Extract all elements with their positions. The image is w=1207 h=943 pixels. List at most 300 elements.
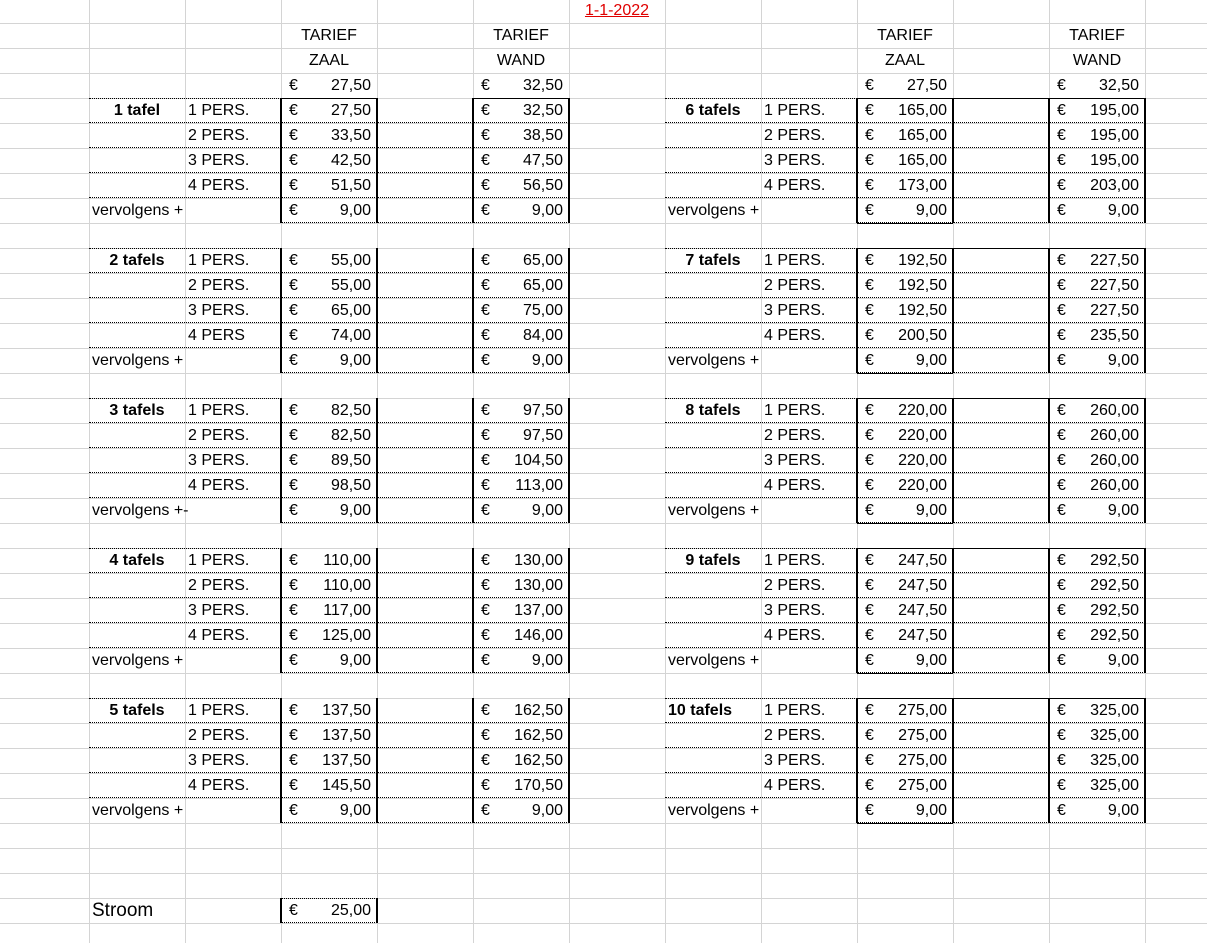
gridline-horizontal [0,448,1207,449]
base-price-wand-right: 32,50 [1098,77,1139,94]
row-separator [1049,822,1145,823]
row-separator [377,172,473,173]
persons-label: 3 PERS. [764,452,826,469]
row-separator [377,772,473,773]
currency-symbol: € [289,552,298,569]
currency-symbol: € [865,202,874,219]
stroom-label: Stroom [92,900,154,921]
gridline-horizontal [0,673,1207,674]
currency-symbol: € [865,727,874,744]
row-separator [953,172,1049,173]
price-zaal: 9,00 [339,352,371,369]
price-zaal: 137,50 [322,727,371,744]
header-zaal-right: ZAAL [884,52,925,69]
currency-symbol: € [865,552,874,569]
group-top-border [953,398,1049,399]
currency-symbol: € [481,452,490,469]
price-wand: 227,50 [1090,302,1139,319]
currency-symbol: € [865,152,874,169]
group-label: 1 tafel [113,102,161,119]
currency-symbol: € [289,327,298,344]
currency-symbol: € [865,277,874,294]
persons-label: 4 PERS. [188,477,250,494]
row-separator [281,522,377,523]
stroom-border [280,898,282,923]
price-zaal: 137,50 [322,702,371,719]
price-wand: 227,50 [1090,252,1139,269]
row-separator [857,522,953,523]
row-separator [953,147,1049,148]
group-top-border [953,98,1049,99]
row-separator [377,747,473,748]
price-wand: 260,00 [1090,477,1139,494]
currency-symbol: € [289,502,298,519]
currency-symbol: € [289,202,298,219]
row-separator [473,372,569,373]
price-zaal: 165,00 [898,127,947,144]
persons-label: 1 PERS. [764,252,826,269]
persons-label: 3 PERS. [188,752,250,769]
currency-symbol: € [481,652,490,669]
price-wand: 65,00 [522,252,563,269]
row-separator [377,147,473,148]
group-top-separator [665,248,857,249]
group-top-separator [89,698,281,699]
price-zaal: 33,50 [330,127,371,144]
price-wand: 292,50 [1090,627,1139,644]
currency-symbol: € [1057,602,1066,619]
currency-symbol: € [865,77,874,94]
price-zaal: 82,50 [330,402,371,419]
gridline-horizontal [0,223,1207,224]
row-separator [1049,222,1145,223]
group-label: 4 tafels [109,552,165,569]
row-separator [377,722,473,723]
price-wand: 170,50 [514,777,563,794]
group-top-separator [665,398,857,399]
price-wand: 325,00 [1090,727,1139,744]
base-price-zaal-left: 27,50 [330,77,371,94]
persons-label: 1 PERS. [188,252,250,269]
price-zaal: 51,50 [330,177,371,194]
price-zaal: 173,00 [898,177,947,194]
row-separator [953,497,1049,498]
gridline-horizontal [0,623,1207,624]
persons-label: 1 PERS. [764,702,826,719]
price-zaal: 200,50 [898,327,947,344]
row-separator [953,422,1049,423]
gridline-horizontal [0,723,1207,724]
price-wand: 195,00 [1090,102,1139,119]
group-bottom-border [857,223,953,224]
group-bottom-border [857,523,953,524]
row-separator [377,347,473,348]
row-separator [377,622,473,623]
price-zaal: 220,00 [898,402,947,419]
persons-label: 2 PERS. [764,577,826,594]
persons-label: 4 PERS. [188,777,250,794]
group-bottom-border [857,673,953,674]
price-zaal: 110,00 [323,577,371,594]
price-zaal: 9,00 [339,802,371,819]
price-zaal: 89,50 [330,452,371,469]
price-zaal: 220,00 [898,427,947,444]
persons-label: 2 PERS. [188,577,250,594]
row-separator [953,647,1049,648]
persons-label: 3 PERS. [188,602,250,619]
currency-symbol: € [1057,802,1066,819]
vervolgens-label: vervolgens + [92,652,184,669]
currency-symbol: € [481,202,490,219]
price-wand: 292,50 [1090,602,1139,619]
header-zaal-left: ZAAL [308,52,349,69]
currency-symbol: € [1057,502,1066,519]
price-wand: 162,50 [514,702,563,719]
gridline-horizontal [0,48,1207,49]
currency-symbol: € [289,777,298,794]
row-separator [377,672,473,673]
currency-symbol: € [481,77,490,94]
currency-symbol: € [481,752,490,769]
persons-label: 1 PERS. [764,102,826,119]
price-wand: 84,00 [522,327,563,344]
row-separator [377,122,473,123]
price-zaal: 125,00 [322,627,371,644]
row-separator [377,372,473,373]
date-title: 1-1-2022 [584,2,650,19]
price-wand: 292,50 [1090,552,1139,569]
currency-symbol: € [289,152,298,169]
price-wand: 9,00 [531,352,563,369]
currency-symbol: € [481,302,490,319]
row-separator [281,222,377,223]
price-wand: 195,00 [1090,127,1139,144]
gridline-horizontal [0,848,1207,849]
price-wand: 203,00 [1090,177,1139,194]
currency-symbol: € [289,602,298,619]
gridline-horizontal [0,23,1207,24]
currency-symbol: € [865,127,874,144]
row-separator [377,472,473,473]
currency-symbol: € [865,752,874,769]
gridline-horizontal [0,598,1207,599]
gridline-horizontal [0,148,1207,149]
base-price-zaal-right: 27,50 [906,77,947,94]
price-zaal: 275,00 [898,777,947,794]
persons-label: 1 PERS. [188,552,250,569]
price-zaal: 9,00 [915,502,947,519]
row-separator [473,672,569,673]
price-wand: 292,50 [1090,577,1139,594]
price-wand: 9,00 [531,202,563,219]
currency-symbol: € [289,302,298,319]
price-zaal: 9,00 [339,202,371,219]
price-wand: 104,50 [514,452,563,469]
currency-symbol: € [289,452,298,469]
currency-symbol: € [865,652,874,669]
persons-label: 3 PERS. [764,302,826,319]
currency-symbol: € [865,177,874,194]
gridline-horizontal [0,298,1207,299]
price-wand: 195,00 [1090,152,1139,169]
price-zaal: 74,00 [330,327,371,344]
group-label: 7 tafels [685,252,741,269]
currency-symbol: € [289,802,298,819]
price-wand: 260,00 [1090,402,1139,419]
price-wand: 65,00 [522,277,563,294]
price-zaal: 55,00 [330,252,371,269]
persons-label: 1 PERS. [764,552,826,569]
currency-symbol: € [865,477,874,494]
price-wand: 97,50 [522,402,563,419]
price-zaal: 192,50 [898,252,947,269]
persons-label: 4 PERS. [188,627,250,644]
row-separator [377,647,473,648]
price-zaal: 220,00 [898,452,947,469]
price-zaal: 55,00 [330,277,371,294]
persons-label: 1 PERS. [764,402,826,419]
price-wand: 260,00 [1090,427,1139,444]
currency-symbol: € [1057,277,1066,294]
stroom-price: 25,00 [330,902,371,919]
price-wand: 325,00 [1090,777,1139,794]
price-wand: 162,50 [514,727,563,744]
header-wand-left: WAND [496,52,546,69]
currency-symbol: € [289,902,298,919]
row-separator [377,422,473,423]
currency-symbol: € [1057,102,1066,119]
group-label: 2 tafels [109,252,165,269]
currency-symbol: € [481,777,490,794]
currency-symbol: € [865,777,874,794]
currency-symbol: € [1057,777,1066,794]
row-separator [281,672,377,673]
price-wand: 9,00 [531,802,563,819]
group-label: 6 tafels [685,102,741,119]
price-wand: 9,00 [1107,202,1139,219]
currency-symbol: € [289,477,298,494]
price-zaal: 27,50 [330,102,371,119]
vervolgens-label: vervolgens + [668,652,760,669]
row-separator [953,197,1049,198]
group-top-separator [89,548,281,549]
price-zaal: 165,00 [898,102,947,119]
vervolgens-label: vervolgens +- [92,502,189,519]
currency-symbol: € [289,252,298,269]
group-top-separator [89,398,281,399]
currency-symbol: € [481,602,490,619]
currency-symbol: € [481,152,490,169]
currency-symbol: € [1057,402,1066,419]
persons-label: 4 PERS. [188,177,250,194]
price-wand: 9,00 [531,502,563,519]
persons-label: 1 PERS. [188,102,250,119]
currency-symbol: € [1057,702,1066,719]
group-label: 10 tafels [668,702,733,719]
currency-symbol: € [481,102,490,119]
row-separator [473,822,569,823]
persons-label: 2 PERS. [764,427,826,444]
price-wand: 146,00 [514,627,563,644]
price-wand: 162,50 [514,752,563,769]
gridline-horizontal [0,773,1207,774]
currency-symbol: € [481,252,490,269]
row-separator [1049,522,1145,523]
gridline-horizontal [0,373,1207,374]
row-separator [281,372,377,373]
row-separator [953,622,1049,623]
persons-label: 4 PERS. [764,327,826,344]
currency-symbol: € [1057,727,1066,744]
currency-symbol: € [289,702,298,719]
row-separator [953,272,1049,273]
vervolgens-label: vervolgens + [668,202,760,219]
group-top-separator [665,698,857,699]
gridline-horizontal [0,873,1207,874]
price-zaal: 275,00 [898,727,947,744]
group-top-border [953,548,1049,549]
row-separator [377,222,473,223]
vervolgens-label: vervolgens + [668,502,760,519]
row-separator [953,772,1049,773]
price-zaal: 42,50 [330,152,371,169]
price-wand: 9,00 [1107,802,1139,819]
persons-label: 2 PERS. [188,727,250,744]
row-separator [857,672,953,673]
currency-symbol: € [1057,752,1066,769]
price-wand: 130,00 [514,577,563,594]
currency-symbol: € [1057,577,1066,594]
currency-symbol: € [865,102,874,119]
row-separator [377,797,473,798]
currency-symbol: € [865,402,874,419]
price-wand: 9,00 [1107,502,1139,519]
currency-symbol: € [481,577,490,594]
persons-label: 1 PERS. [188,702,250,719]
group-label: 5 tafels [109,702,165,719]
price-wand: 137,00 [514,602,563,619]
price-wand: 235,50 [1090,327,1139,344]
row-separator [377,447,473,448]
persons-label: 2 PERS. [188,277,250,294]
row-separator [377,572,473,573]
header-tarief-zaal-left: TARIEF [301,27,357,44]
price-wand: 9,00 [1107,652,1139,669]
persons-label: 2 PERS. [188,127,250,144]
price-wand: 227,50 [1090,277,1139,294]
currency-symbol: € [289,577,298,594]
group-label: 8 tafels [685,402,741,419]
persons-label: 4 PERS. [764,477,826,494]
vervolgens-label: vervolgens + [668,352,760,369]
header-tarief-zaal-right: TARIEF [877,27,933,44]
currency-symbol: € [865,577,874,594]
group-top-separator [665,98,857,99]
row-separator [1049,372,1145,373]
currency-symbol: € [1057,252,1066,269]
price-zaal: 9,00 [915,652,947,669]
currency-symbol: € [289,652,298,669]
price-wand: 38,50 [522,127,563,144]
price-wand: 130,00 [514,552,563,569]
vervolgens-label: vervolgens + [92,352,184,369]
currency-symbol: € [1057,652,1066,669]
currency-symbol: € [289,102,298,119]
currency-symbol: € [1057,477,1066,494]
currency-symbol: € [1057,327,1066,344]
price-wand: 56,50 [522,177,563,194]
base-price-wand-left: 32,50 [522,77,563,94]
vervolgens-label: vervolgens + [92,802,184,819]
currency-symbol: € [481,327,490,344]
row-separator [953,797,1049,798]
currency-symbol: € [481,702,490,719]
stroom-bottom-border [281,922,377,923]
persons-label: 3 PERS. [764,602,826,619]
currency-symbol: € [1057,152,1066,169]
persons-label: 4 PERS [188,327,245,344]
gridline-horizontal [0,573,1207,574]
price-zaal: 247,50 [898,552,947,569]
vervolgens-label: vervolgens + [92,202,184,219]
currency-symbol: € [289,727,298,744]
currency-symbol: € [481,552,490,569]
gridline-horizontal [0,898,1207,899]
persons-label: 3 PERS. [188,302,250,319]
currency-symbol: € [481,277,490,294]
currency-symbol: € [481,402,490,419]
row-separator [377,822,473,823]
gridline-horizontal [0,273,1207,274]
group-top-separator [89,248,281,249]
persons-label: 3 PERS. [188,452,250,469]
price-zaal: 117,00 [323,602,371,619]
price-zaal: 9,00 [339,652,371,669]
currency-symbol: € [289,127,298,144]
price-zaal: 275,00 [898,702,947,719]
currency-symbol: € [1057,427,1066,444]
currency-symbol: € [481,627,490,644]
currency-symbol: € [1057,77,1066,94]
gridline-horizontal [0,523,1207,524]
price-zaal: 165,00 [898,152,947,169]
group-label: 9 tafels [685,552,741,569]
price-zaal: 65,00 [330,302,371,319]
currency-symbol: € [1057,452,1066,469]
price-zaal: 9,00 [339,502,371,519]
price-wand: 260,00 [1090,452,1139,469]
price-wand: 9,00 [1107,352,1139,369]
currency-symbol: € [289,627,298,644]
header-tarief-wand-right: TARIEF [1069,27,1125,44]
row-separator [953,522,1049,523]
price-wand: 325,00 [1090,702,1139,719]
header-wand-right: WAND [1072,52,1122,69]
currency-symbol: € [481,427,490,444]
row-separator [953,672,1049,673]
persons-label: 2 PERS. [188,427,250,444]
price-zaal: 247,50 [898,577,947,594]
row-separator [377,272,473,273]
group-top-separator [89,98,281,99]
row-separator [953,597,1049,598]
currency-symbol: € [1057,627,1066,644]
gridline-horizontal [0,823,1207,824]
row-separator [953,447,1049,448]
persons-label: 4 PERS. [764,777,826,794]
currency-symbol: € [1057,202,1066,219]
row-separator [857,372,953,373]
